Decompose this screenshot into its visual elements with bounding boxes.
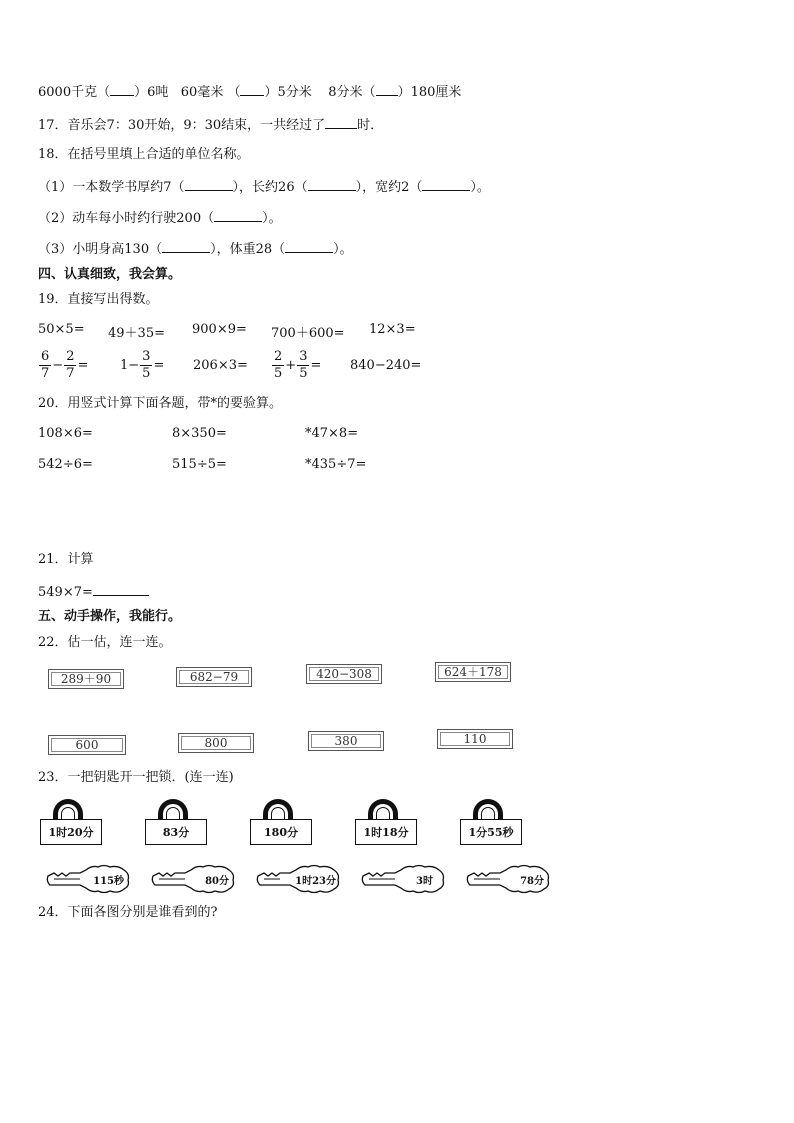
q19-item: 900×9=: [192, 322, 247, 337]
answer-blank[interactable]: [285, 239, 333, 253]
q19-title: 19．直接写出得数。: [38, 292, 159, 307]
q19-fraction-item: $\frac{6}{7}$ − $\frac{2}{7}$ =: [41, 349, 89, 381]
q20-item: *47×8=: [305, 426, 359, 441]
q18-title: 18．在括号里填上合适的单位名称。: [38, 147, 250, 162]
fraction: $\frac{2}{5}$: [274, 349, 283, 381]
answer-blank[interactable]: [240, 82, 264, 96]
estimate-result-box[interactable]: 600: [48, 735, 126, 755]
q16-line: 6000千克（ ）6吨 60毫米 （ ）5分米 8分米（ ）180厘米: [38, 82, 461, 102]
estimate-expression-box[interactable]: 289＋90: [48, 669, 124, 689]
answer-blank[interactable]: [325, 115, 357, 129]
answer-blank[interactable]: [110, 82, 134, 96]
q20-item: 542÷6=: [38, 457, 93, 472]
lock-label: 1时20分: [40, 819, 102, 845]
q18-line2: （2）动车每小时约行驶200（ ）。: [38, 208, 282, 228]
q19-item: 840−240=: [350, 358, 422, 373]
q19-item: 50×5=: [38, 322, 85, 337]
q17-line: 17．音乐会7：30开始，9：30结束，一共经过了 时．: [38, 115, 383, 135]
estimate-expression-box[interactable]: 420−308: [306, 664, 382, 684]
lock-label: 1时18分: [355, 819, 417, 845]
key-label: 78分: [520, 876, 544, 887]
estimate-result-box[interactable]: 380: [308, 731, 384, 751]
q18-line1: （1）一本数学书厚约7（ ），长约26（ ），宽约2（ ）。: [38, 177, 490, 197]
key-label: 80分: [205, 876, 229, 887]
q18-line3: （3）小明身高130（ ），体重28（ ）。: [38, 239, 353, 259]
answer-blank[interactable]: [162, 239, 210, 253]
lock-label: 1分55秒: [460, 819, 522, 845]
answer-blank[interactable]: [185, 177, 233, 191]
estimate-result-box[interactable]: 800: [178, 733, 254, 753]
lock[interactable]: [250, 799, 312, 847]
q19-item: 700＋600=: [271, 326, 345, 341]
key[interactable]: [256, 864, 340, 894]
q19-item: 12×3=: [369, 322, 416, 337]
section-4-heading: 四、认真细致，我会算。: [38, 267, 182, 282]
answer-blank[interactable]: [308, 177, 356, 191]
answer-blank[interactable]: [214, 208, 262, 222]
lock[interactable]: [40, 799, 102, 847]
key-label: 1时23分: [295, 876, 336, 887]
answer-blank[interactable]: [376, 82, 398, 96]
q22-title: 22．估一估，连一连。: [38, 635, 172, 650]
fraction: $\frac{3}{5}$: [299, 349, 308, 381]
answer-blank[interactable]: [93, 582, 149, 596]
lock[interactable]: [355, 799, 417, 847]
q19-item: 49＋35=: [108, 326, 165, 341]
q24-title: 24．下面各图分别是谁看到的?: [38, 905, 218, 920]
section-5-heading: 五、动手操作，我能行。: [38, 609, 182, 624]
estimate-expression-box[interactable]: 624＋178: [435, 662, 511, 682]
q20-title: 20．用竖式计算下面各题，带*的要验算。: [38, 396, 283, 411]
lock[interactable]: [145, 799, 207, 847]
q19-fraction-item: $\frac{2}{5}$ + $\frac{3}{5}$ =: [274, 349, 322, 381]
lock-label: 180分: [250, 819, 312, 845]
fraction: $\frac{3}{5}$: [142, 349, 151, 381]
q20-item: *435÷7=: [305, 457, 367, 472]
key[interactable]: [151, 864, 235, 894]
lock[interactable]: [460, 799, 522, 847]
estimate-expression-box[interactable]: 682−79: [176, 667, 252, 687]
key-label: 3时: [416, 876, 433, 887]
key[interactable]: [466, 864, 550, 894]
q21-expr: 549×7=: [38, 582, 149, 602]
key-label: 115秒: [93, 876, 124, 887]
q20-item: 515÷5=: [172, 457, 227, 472]
lock-label: 83分: [145, 819, 207, 845]
fraction: $\frac{6}{7}$: [41, 349, 50, 381]
q23-title: 23．一把钥匙开一把锁．(连一连): [38, 770, 234, 785]
fraction: $\frac{2}{7}$: [66, 349, 75, 381]
answer-blank[interactable]: [422, 177, 470, 191]
q21-title: 21．计算: [38, 552, 94, 567]
key[interactable]: [361, 864, 445, 894]
q19-item: 206×3=: [193, 358, 248, 373]
key[interactable]: [46, 864, 130, 894]
estimate-result-box[interactable]: 110: [437, 729, 513, 749]
q20-item: 108×6=: [38, 426, 93, 441]
q20-item: 8×350=: [172, 426, 227, 441]
q19-fraction-item: 1− $\frac{3}{5}$ =: [120, 349, 165, 381]
